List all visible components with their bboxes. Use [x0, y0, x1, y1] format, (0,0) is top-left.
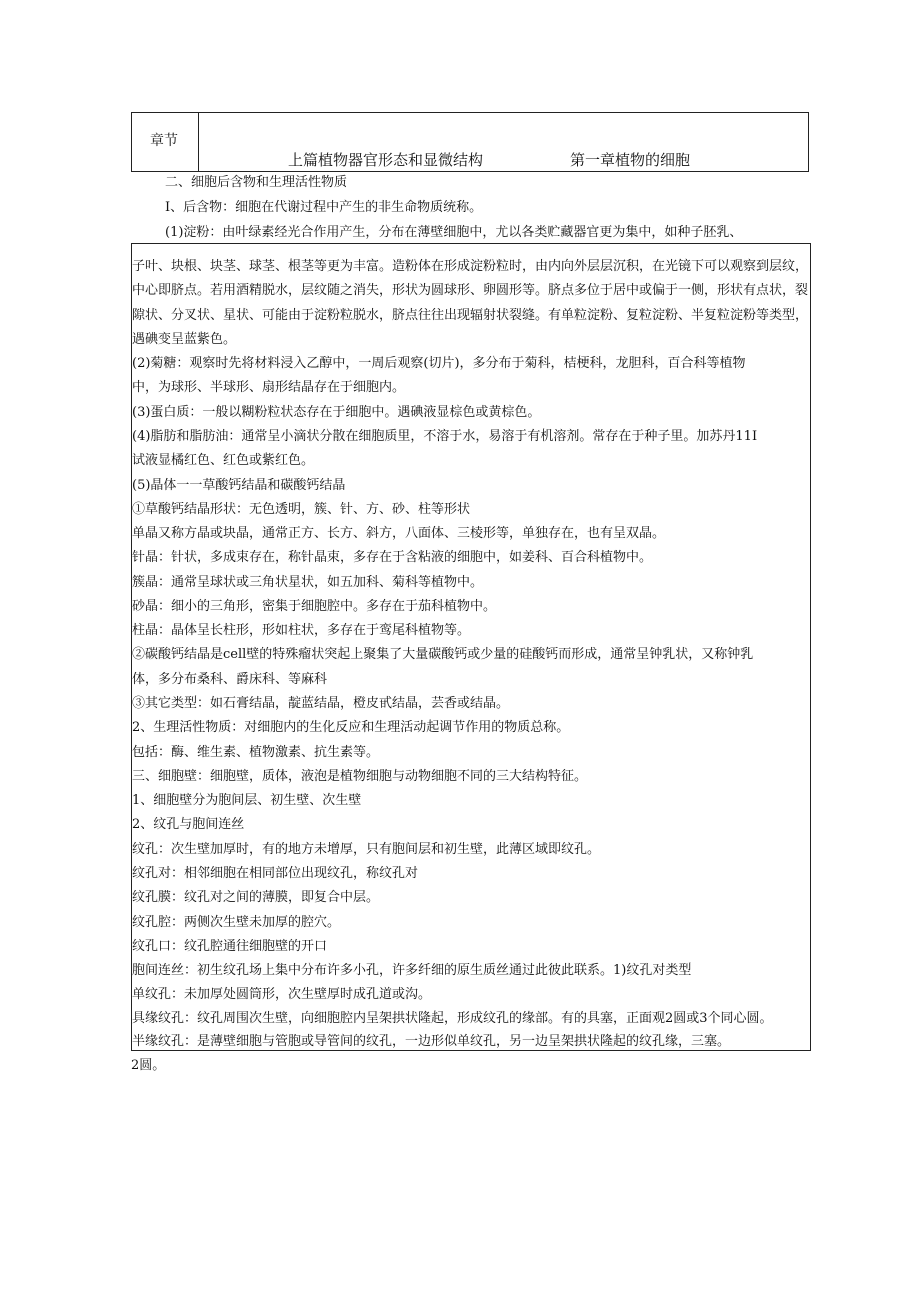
part-title: 上篇植物器官形态和显微结构 — [288, 151, 484, 169]
text-line: 具缘纹孔：纹孔周围次生壁，向细胞腔内呈架拱状隆起，形成纹孔的缘部。有的具塞，正面观2圆或3个同心圆。 — [132, 1011, 773, 1026]
text-line: 簇晶：通常呈球状或三角状星状，如五加科、菊科等植物中。 — [132, 575, 484, 590]
text-line: 单晶又称方晶或块晶，通常正方、长方、斜方，八面体、三棱形等，单独存在，也有呈双晶。 — [132, 526, 666, 541]
text-line: 包括：酶、维生素、植物激素、抗生素等。 — [132, 745, 380, 760]
text-line: 砂晶：细小的三角形，密集于细胞腔中。多存在于茄科植物中。 — [132, 599, 497, 614]
chapter-title-cell — [199, 113, 808, 171]
section-heading: 二、细胞后含物和生理活性物质 — [165, 175, 348, 190]
text-line: 隙状、分叉状、星状、可能由于淀粉粒脱水，脐点往往出现辐射状裂缝。有单粒淀粉、复粒淀粉、半复粒淀粉等类型， — [132, 308, 809, 323]
text-line: 柱晶：晶体呈长柱形，形如柱状，多存在于鸾尾科植物等。 — [132, 623, 471, 638]
text-line: 纹孔膜：纹孔对之间的薄膜，即复合中层。 — [132, 890, 380, 905]
section-heading: 三、细胞壁：细胞壁，质体，液泡是植物细胞与动物细胞不同的三大结构特征。 — [132, 769, 588, 784]
chapter-label: 章节 — [132, 113, 199, 171]
text-line: 纹孔口：纹孔腔通往细胞壁的开口 — [132, 939, 328, 954]
text-line: 针晶：针状，多成束存在，称针晶束，多存在于含粘液的细胞中，如姜科、百合科植物中。 — [132, 550, 653, 565]
text-line: 子叶、块根、块茎、球茎、根茎等更为丰富。造粉体在形成淀粉粒时，由内向外层层沉积，在光镜下可以观察到层纹， — [132, 259, 809, 274]
text-line: (4)脂肪和脂肪油：通常呈小滴状分散在细胞质里，不溶于水，易溶于有机溶剂。常存在于种子里。加苏丹11I — [132, 429, 758, 444]
chapter-header-table — [131, 112, 809, 172]
text-line: 遇碘变呈蓝紫色。 — [132, 332, 237, 347]
text-line: 纹孔对：相邻细胞在相同部位出现纹孔，称纹孔对 — [132, 866, 419, 881]
text-line: 纹孔腔：两侧次生壁未加厚的腔穴。 — [132, 915, 341, 930]
content-box — [131, 243, 811, 1051]
text-line: (3)蛋白质：一般以糊粉粒状态存在于细胞中。遇碘液显棕色或黄棕色。 — [132, 405, 541, 420]
text-line: 1、细胞壁分为胞间层、初生壁、次生壁 — [132, 793, 362, 808]
text-line: 中，为球形、半球形、扇形结晶存在于细胞内。 — [132, 380, 406, 395]
text-line: 纹孔：次生壁加厚时，有的地方未增厚，只有胞间层和初生壁，此薄区域即纹孔。 — [132, 842, 601, 857]
paragraph: I、后含物：细胞在代谢过程中产生的非生命物质统称。 — [165, 200, 483, 215]
text-line: (5)晶体一一草酸钙结晶和碳酸钙结晶 — [132, 478, 346, 493]
text-line: ①草酸钙结晶形状：无色透明，簇、针、方、砂、柱等形状 — [132, 502, 471, 517]
continuation-text: 2圆。 — [131, 1058, 166, 1073]
text-line: 中心即脐点。若用酒精脱水，层纹随之消失，形状为圆球形、卵圆形等。脐点多位于居中或偏于一侧，形状有点状，裂 — [132, 283, 809, 298]
paragraph: (1)淀粉：由叶绿素经光合作用产生，分布在薄壁细胞中，尤以各类贮藏器官更为集中，如种子胚乳、 — [165, 225, 743, 240]
text-line: 试液显橘红色、红色或紫红色。 — [132, 453, 315, 468]
text-line: ③其它类型：如石膏结晶，靛蓝结晶，橙皮甙结晶，芸香或结晶。 — [132, 696, 510, 711]
text-line: 2、生理活性物质：对细胞内的生化反应和生理活动起调节作用的物质总称。 — [132, 720, 570, 735]
text-line: (2)菊糖：观察时先将材料浸入乙醇中，一周后观察(切片)，多分布于菊科，桔梗科，龙胆科，百合科等植物 — [132, 356, 746, 371]
text-line: 体，多分布桑科、爵床科、等麻科 — [132, 672, 328, 687]
text-line: 2、纹孔与胞间连丝 — [132, 817, 245, 832]
text-line: 单纹孔：未加厚处圆筒形，次生壁厚时成孔道或沟。 — [132, 987, 432, 1002]
text-line: 胞间连丝：初生纹孔场上集中分布许多小孔，许多纤细的原生质丝通过此彼此联系。1)纹孔对类型 — [132, 963, 692, 978]
text-line: ②碳酸钙结晶是cell壁的特殊瘤状突起上聚集了大量碳酸钙或少量的硅酸钙而形成，通常呈钟乳状，又称钟乳 — [132, 647, 754, 662]
text-line: 半缘纹孔：是薄壁细胞与管胞或导管间的纹孔，一边形似单纹孔，另一边呈架拱状隆起的纹孔缘，三塞。 — [132, 1034, 731, 1049]
chapter-title: 第一章植物的细胞 — [570, 151, 691, 169]
